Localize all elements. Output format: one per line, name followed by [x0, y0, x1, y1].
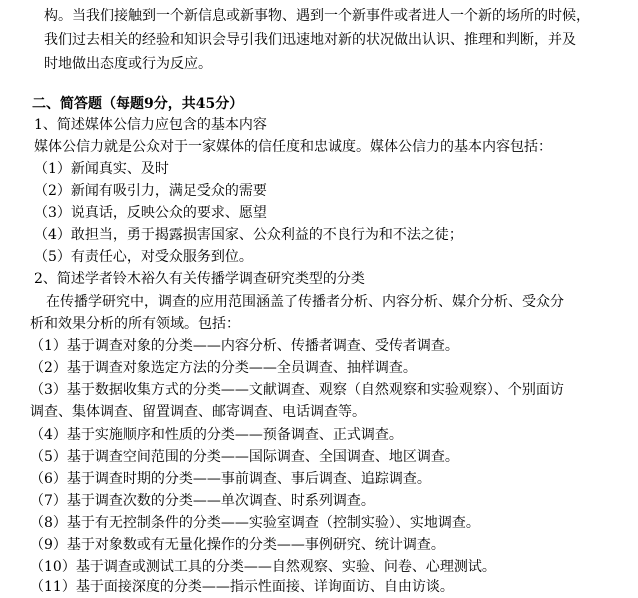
q1-title: 1、简述媒体公信力应包含的基本内容 — [34, 117, 267, 133]
section-heading: 二、简答题（每题9分，共45分） — [32, 96, 244, 112]
q1-item-5: （5）有责任心，对受众服务到位。 — [34, 249, 253, 265]
q1-lead: 媒体公信力就是公众对于一家媒体的信任度和忠诚度。媒体公信力的基本内容包括： — [34, 139, 552, 155]
q2-lead-line-1: 在传播学研究中，调查的应用范围涵盖了传播者分析、内容分析、媒介分析、受众分 — [46, 294, 564, 310]
q1-item-2: （2）新闻有吸引力，满足受众的需要 — [34, 183, 267, 199]
intro-line-3: 时地做出态度或行为反应。 — [44, 56, 212, 72]
q2-item-2: （2）基于调查对象选定方法的分类——全员调查、抽样调查。 — [30, 360, 417, 376]
q2-item-1: （1）基于调查对象的分类——内容分析、传播者调查、受传者调查。 — [30, 338, 459, 354]
q2-item-3: （3）基于数据收集方式的分类——文献调查、观察（自然观察和实验观察）、个别面访 — [30, 382, 564, 398]
q2-item-11: （11）基于面接深度的分类——指示性面接、详询面访、自由访谈。 — [30, 579, 454, 595]
q2-title: 2、简述学者铃木裕久有关传播学调查研究类型的分类 — [34, 271, 365, 287]
q1-item-1: （1）新闻真实、及时 — [34, 161, 169, 177]
intro-line-2: 我们过去相关的经验和知识会导引我们迅速地对新的状况做出认识、推理和判断，并及 — [44, 32, 576, 48]
q2-item-6: （6）基于调查时期的分类——事前调查、事后调查、追踪调查。 — [30, 471, 431, 487]
q1-item-3: （3）说真话，反映公众的要求、愿望 — [34, 205, 267, 221]
q2-item-3-continued: 调查、集体调查、留置调查、邮寄调查、电话调查等。 — [30, 404, 366, 420]
q2-item-4: （4）基于实施顺序和性质的分类——预备调查、正式调查。 — [30, 427, 403, 443]
q1-item-4: （4）敢担当，勇于揭露损害国家、公众利益的不良行为和不法之徒； — [34, 227, 463, 243]
intro-line-1: 构。当我们接触到一个新信息或新事物、遇到一个新事件或者进人一个新的场所的时候， — [44, 8, 590, 24]
q2-item-5: （5）基于调查空间范围的分类——国际调查、全国调查、地区调查。 — [30, 449, 459, 465]
q2-item-7: （7）基于调查次数的分类——单次调查、时系列调查。 — [30, 493, 375, 509]
q2-item-9: （9）基于对象数或有无量化操作的分类——事例研究、统计调查。 — [30, 537, 445, 553]
q2-item-8: （8）基于有无控制条件的分类——实验室调查（控制实验）、实地调查。 — [30, 515, 480, 531]
q2-item-10: （10）基于调查或测试工具的分类——自然观察、实验、问卷、心理测试。 — [30, 559, 496, 575]
q2-lead-line-2: 析和效果分析的所有领域。包括： — [30, 316, 240, 332]
